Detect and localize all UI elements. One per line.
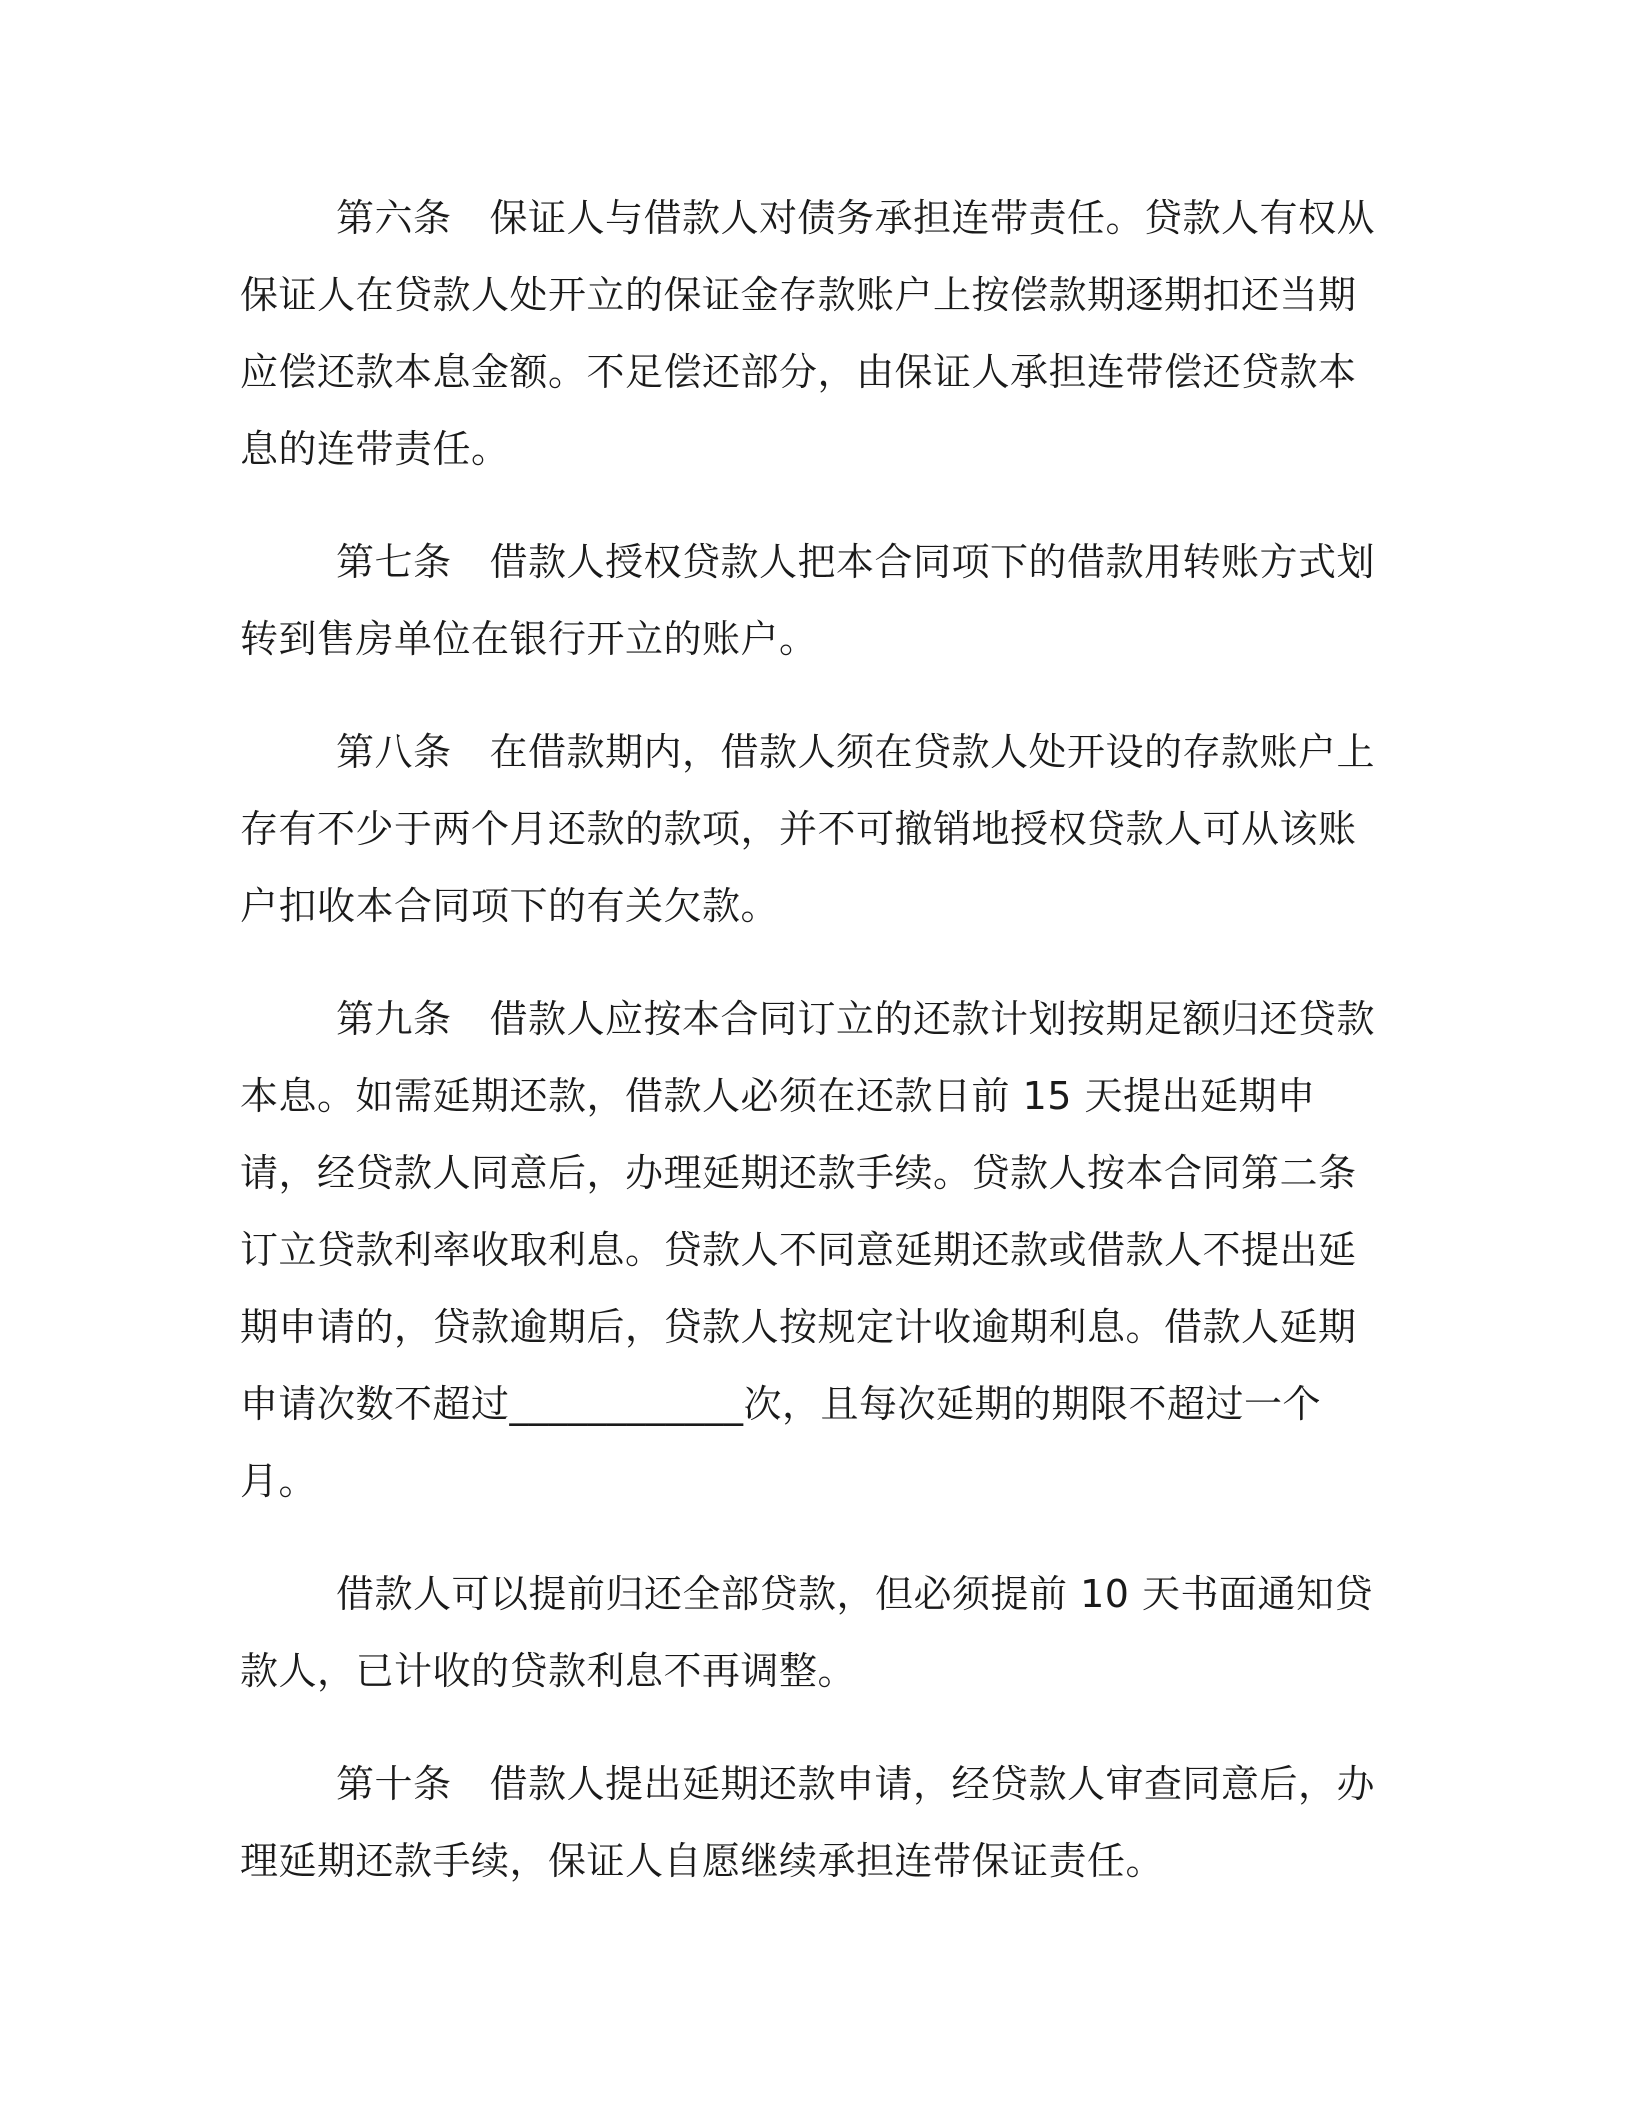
document-body — [240, 180, 1380, 1936]
article-6-label: 第六条 — [336, 196, 452, 240]
article-7-label: 第七条 — [336, 540, 452, 584]
article-9-text: 借款人应按本合同订立的还款计划按期足额归还贷款本息。如需延期还款，借款人必须在还款日前 15 天提出延期申请，经贷款人同意后，办理延期还款手续。贷款人按本合同第二条订立贷款利率收取利息。贷款人不同意延期还款或借款人不提出延期申请的，贷款逾期后，贷款人按规定计收逾期利息。借款人延期申请次数不超过 — [240, 997, 1376, 1426]
article-8-text: 在借款期内，借款人须在贷款人处开设的存款账户上存有不少于两个月还款的款项，并不可撤销地授权贷款人可从该账户扣收本合同项下的有关欠款。 — [240, 730, 1376, 928]
article-7-text: 借款人授权贷款人把本合同项下的借款用转账方式划转到售房单位在银行开立的账户。 — [240, 540, 1376, 661]
article-6 — [240, 180, 1380, 488]
article-9-text-after: 次，且每次延期的期限不超过一个月。 — [240, 1382, 1322, 1503]
article-7 — [240, 524, 1380, 678]
article-9-label: 第九条 — [336, 997, 452, 1041]
article-6-text: 保证人与借款人对债务承担连带责任。贷款人有权从保证人在贷款人处开立的保证金存款账户上按偿款期逐期扣还当期应偿还款本息金额。不足偿还部分，由保证人承担连带偿还贷款本息的连带责任。 — [240, 196, 1376, 471]
article-10-text: 借款人提出延期还款申请，经贷款人审查同意后，办理延期还款手续，保证人自愿继续承担连带保证责任。 — [240, 1762, 1376, 1883]
article-10 — [240, 1746, 1380, 1900]
article-10-label: 第十条 — [336, 1762, 452, 1806]
article-8 — [240, 714, 1380, 945]
article-9-prepayment — [240, 1556, 1380, 1710]
extension-count-blank: ____________ — [509, 1382, 744, 1426]
article-9-prepayment-text: 借款人可以提前归还全部贷款，但必须提前 10 天书面通知贷款人，已计收的贷款利息不再调整。 — [240, 1572, 1374, 1693]
article-8-label: 第八条 — [336, 730, 452, 774]
article-9 — [240, 981, 1380, 1520]
